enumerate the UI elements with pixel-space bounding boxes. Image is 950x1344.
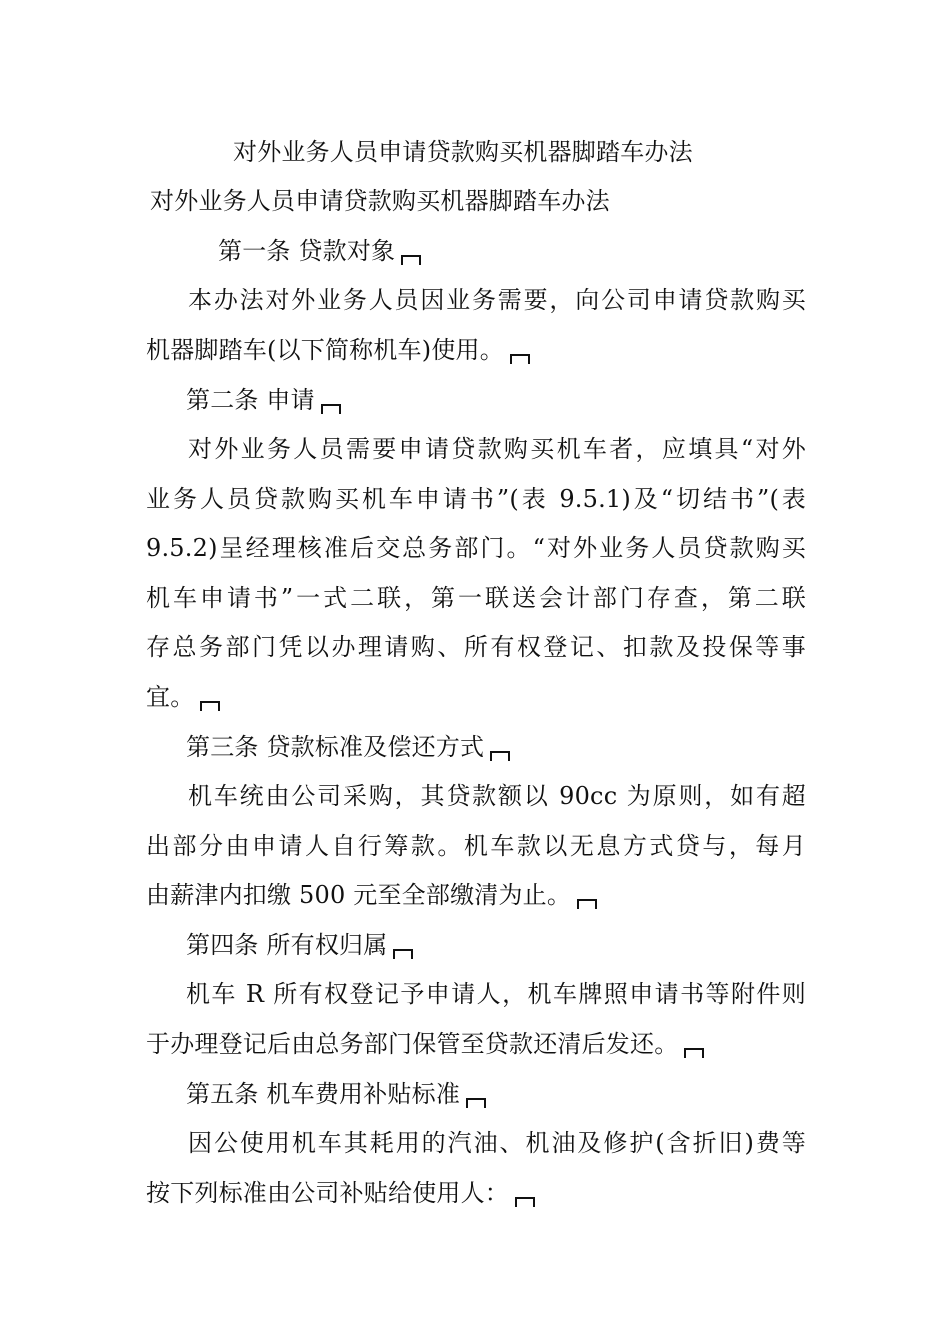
paragraph-mark-icon: [577, 899, 597, 909]
article-5-text-line-1: 因公使用机车其耗用的汽油、机油及修护(含折旧)费等: [188, 1129, 806, 1157]
document-title: 对外业务人员申请贷款购买机器脚踏车办法: [233, 138, 693, 166]
article-1-text-line-2: 机器脚踏车(以下简称机车)使用。: [146, 335, 530, 365]
article-2-text-line-4: 机车申请书”一式二联，第一联送会计部门存查，第二联: [146, 584, 806, 612]
article-3-text-line-2: 出部分由申请人自行筹款。机车款以无息方式贷与，每月: [146, 832, 806, 860]
article-2-text-line-5: 存总务部门凭以办理请购、所有权登记、扣款及投保等事: [146, 633, 806, 661]
article-2-text-line-3: 9.5.2)呈经理核准后交总务部门。“对外业务人员贷款购买: [146, 534, 806, 562]
document-subtitle: 对外业务人员申请贷款购买机器脚踏车办法: [150, 187, 610, 215]
paragraph-mark-icon: [321, 404, 341, 414]
article-2-text-line-2: 业务人员贷款购买机车申请书”(表 9.5.1)及“切结书”(表: [146, 485, 806, 513]
article-4-text-line-1: 机车 R 所有权登记予申请人，机车牌照申请书等附件则: [186, 980, 806, 1008]
article-3-heading: 第三条 贷款标准及偿还方式: [186, 732, 510, 762]
paragraph-mark-icon: [401, 255, 421, 265]
paragraph-mark-icon: [393, 949, 413, 959]
paragraph-mark-icon: [200, 701, 220, 711]
article-5-text-line-2: 按下列标准由公司补贴给使用人：: [146, 1178, 535, 1208]
article-3-text-line-3: 由薪津内扣缴 500 元至全部缴清为止。: [146, 880, 597, 910]
paragraph-mark-icon: [515, 1197, 535, 1207]
article-1-text-line-1: 本办法对外业务人员因业务需要，向公司申请贷款购买: [188, 286, 806, 314]
article-5-heading: 第五条 机车费用补贴标准: [186, 1079, 486, 1109]
article-4-text-line-2: 于办理登记后由总务部门保管至贷款还清后发还。: [146, 1029, 704, 1059]
paragraph-mark-icon: [510, 354, 530, 364]
article-3-text-line-1: 机车统由公司采购，其贷款额以 90cc 为原则，如有超: [188, 782, 806, 810]
article-2-heading: 第二条 申请: [186, 385, 341, 415]
article-1-heading: 第一条 贷款对象: [218, 236, 421, 266]
article-2-text-line-1: 对外业务人员需要申请贷款购买机车者，应填具“对外: [188, 435, 806, 463]
paragraph-mark-icon: [466, 1098, 486, 1108]
paragraph-mark-icon: [684, 1048, 704, 1058]
article-2-text-line-6: 宜。: [146, 682, 220, 712]
paragraph-mark-icon: [490, 751, 510, 761]
article-4-heading: 第四条 所有权归属: [186, 930, 413, 960]
